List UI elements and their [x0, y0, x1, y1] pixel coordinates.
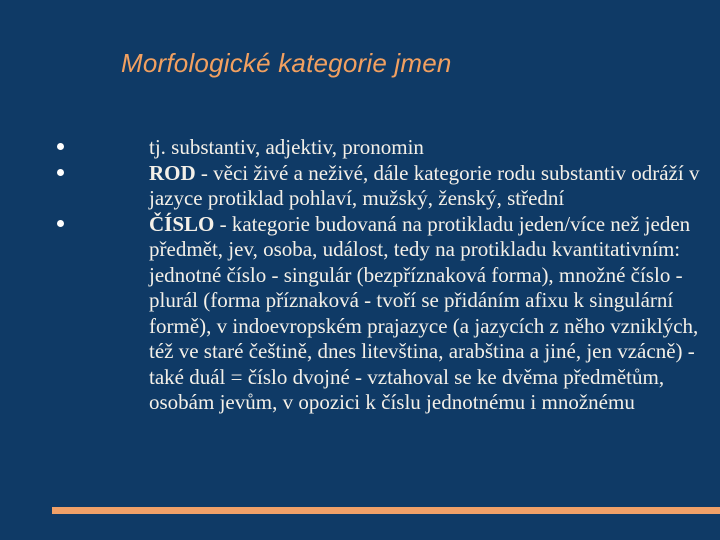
bullet-text: - věci živé a neživé, dále kategorie rodu substantiv odráží v jazyce protiklad pohlaví, mužský, ženský, střední [149, 160, 700, 210]
bullet-item-rod [0, 161, 720, 212]
bullet-lead: ROD [149, 160, 196, 185]
bullet-dot-icon [57, 169, 64, 176]
bullet-dot-icon [57, 220, 64, 227]
bullet-text: tj. substantiv, adjektiv, pronomin [149, 135, 424, 159]
bullet-list [0, 135, 720, 416]
bullet-item-cislo [0, 212, 720, 416]
slide-title: Morfologické kategorie jmen [121, 48, 452, 78]
bullet-text: - kategorie budovaná na protikladu jeden/více než jeden předmět, jev, osoba, událost, tedy na protikladu kvantitativním: jednotné číslo - singulár (bezpříznaková forma), množné číslo - plurál (forma příznaková - tvoří se přidáním afixu k singulární formě), v indoevropském prajazyce (a jazycích z něho vzniklých, též ve staré češtině, dnes litevština, arabština a jiné, jen vzácně) - také duál = číslo dvojné - vztahoval se ke dvěma předmětům, osobám jevům, v opozici k číslu jednotnému i množnému [149, 211, 699, 414]
bullet-lead: ČÍSLO [149, 211, 215, 236]
accent-bar [52, 507, 720, 514]
bullet-dot-icon [57, 143, 64, 150]
bullet-item-word-classes [0, 135, 720, 161]
